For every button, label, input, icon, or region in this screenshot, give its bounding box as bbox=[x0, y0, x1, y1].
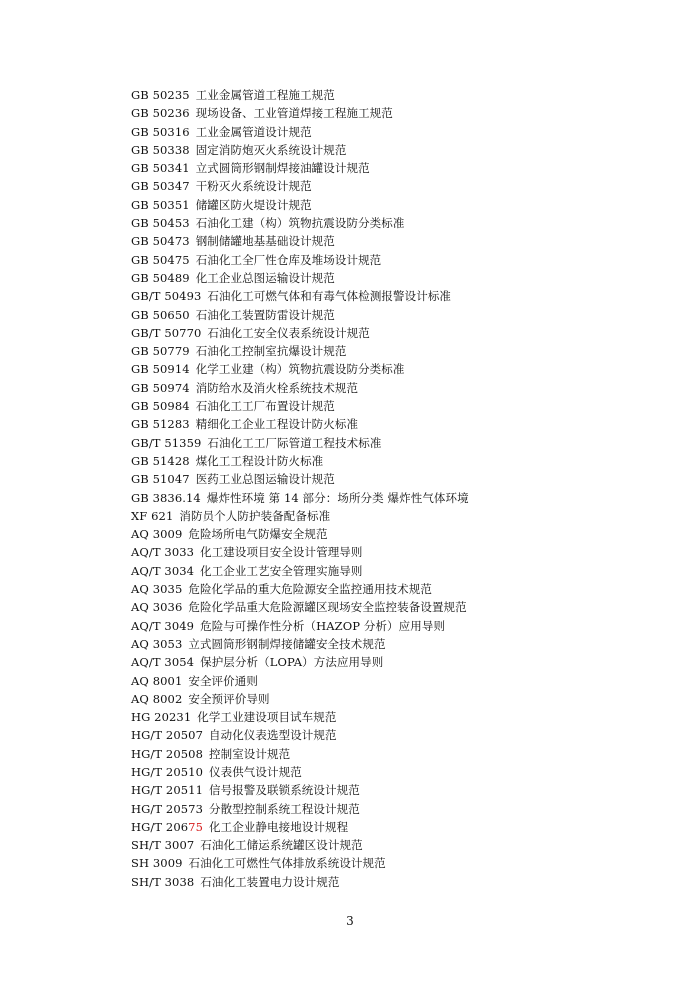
standard-title: 信号报警及联锁系统设计规范 bbox=[209, 783, 360, 798]
standard-code bbox=[131, 143, 190, 157]
standard-code bbox=[131, 509, 173, 523]
standard-code bbox=[131, 637, 182, 651]
standard-title: 立式圆筒形钢制焊接油罐设计规范 bbox=[195, 161, 370, 176]
standard-code-main: HG/T 206 bbox=[131, 819, 189, 834]
standard-code bbox=[131, 234, 190, 248]
standard-code-main: GB 50489 bbox=[131, 270, 190, 285]
standard-code bbox=[131, 545, 194, 559]
standard-title: 钢制储罐地基基础设计规范 bbox=[195, 234, 335, 249]
standard-code bbox=[131, 619, 194, 633]
standard-code-main: GB 50453 bbox=[131, 216, 190, 231]
standard-title: 危险场所电气防爆安全规范 bbox=[188, 527, 328, 542]
standard-title: 医药工业总图运输设计规范 bbox=[195, 472, 335, 487]
standard-code bbox=[131, 326, 201, 340]
standard-code bbox=[131, 820, 203, 834]
standard-code-main: GB 50316 bbox=[131, 124, 190, 139]
standard-title: 保护层分析（LOPA）方法应用导则 bbox=[200, 655, 384, 670]
standard-item bbox=[131, 690, 469, 708]
standard-code bbox=[131, 472, 190, 486]
standard-code-main: SH/T 3007 bbox=[131, 838, 195, 853]
standard-item bbox=[131, 598, 469, 616]
standard-item bbox=[131, 452, 469, 470]
standard-title: 化工企业总图运输设计规范 bbox=[195, 270, 335, 285]
standard-code bbox=[131, 179, 190, 193]
standard-code bbox=[131, 216, 190, 230]
standard-item bbox=[131, 251, 469, 269]
standard-code-main: GB/T 51359 bbox=[131, 435, 202, 450]
standard-title: 安全评价通则 bbox=[188, 673, 258, 688]
standard-item bbox=[131, 104, 469, 122]
standard-code-main: GB 51428 bbox=[131, 453, 190, 468]
standard-code-main: GB 50235 bbox=[131, 88, 190, 102]
standard-title: 危险与可操作性分析（HAZOP 分析）应用导则 bbox=[200, 618, 446, 633]
standard-code-main: AQ 3035 bbox=[131, 582, 183, 597]
standard-code bbox=[131, 436, 201, 450]
standard-title: 石油化工安全仪表系统设计规范 bbox=[207, 325, 370, 340]
standard-item bbox=[131, 141, 469, 159]
standard-code-main: GB 50473 bbox=[131, 234, 190, 249]
standard-title: 立式圆筒形钢制焊接储罐安全技术规范 bbox=[188, 636, 386, 651]
standard-code-main: HG/T 20508 bbox=[131, 746, 203, 761]
standard-title: 石油化工建（构）筑物抗震设防分类标准 bbox=[195, 216, 405, 231]
standard-title: 分散型控制系统工程设计规范 bbox=[209, 801, 360, 816]
standard-code bbox=[131, 600, 182, 614]
standard-code bbox=[131, 161, 190, 175]
standard-title: 化工企业工艺安全管理实施导则 bbox=[200, 563, 363, 578]
standard-item bbox=[131, 653, 469, 671]
standard-title: 现场设备、工业管道焊接工程施工规范 bbox=[195, 106, 393, 121]
page-number: 3 bbox=[346, 914, 354, 928]
standard-item bbox=[131, 232, 469, 250]
standard-code bbox=[131, 802, 203, 816]
standard-item bbox=[131, 562, 469, 580]
standard-code-main: GB 50347 bbox=[131, 179, 190, 194]
standard-title: 石油化工可燃性气体排放系统设计规范 bbox=[188, 856, 386, 871]
standard-code bbox=[131, 344, 190, 358]
standard-title: 石油化工可燃气体和有毒气体检测报警设计标准 bbox=[207, 289, 452, 304]
standard-item bbox=[131, 123, 469, 141]
standard-title: 爆炸性环境 第 14 部分：场所分类 爆炸性气体环境 bbox=[206, 490, 469, 505]
standard-code-main: HG/T 20511 bbox=[131, 783, 203, 798]
standard-title: 工业金属管道设计规范 bbox=[195, 124, 312, 139]
standard-title: 化学工业建设项目试车规范 bbox=[197, 710, 337, 725]
standard-title: 危险化学品重大危险源罐区现场安全监控装备设置规范 bbox=[188, 600, 467, 615]
standard-code-main: AQ/T 3033 bbox=[131, 545, 195, 560]
standard-title: 石油化工装置防雷设计规范 bbox=[195, 307, 335, 322]
standard-item bbox=[131, 86, 469, 104]
standard-code bbox=[131, 582, 182, 596]
standard-code bbox=[131, 875, 194, 889]
standard-code-highlight: 75 bbox=[188, 819, 204, 834]
standard-item bbox=[131, 434, 469, 452]
standard-item bbox=[131, 342, 469, 360]
standard-code bbox=[131, 454, 190, 468]
standard-title: 石油化工全厂性仓库及堆场设计规范 bbox=[195, 252, 382, 267]
standard-code bbox=[131, 655, 194, 669]
standard-code bbox=[131, 783, 203, 797]
standard-code bbox=[131, 253, 190, 267]
standard-title: 消防给水及消火栓系统技术规范 bbox=[195, 380, 359, 395]
standard-code bbox=[131, 491, 201, 505]
standard-code-main: GB 51047 bbox=[131, 472, 190, 487]
standards-list bbox=[131, 86, 469, 891]
standard-title: 石油化工工厂布置设计规范 bbox=[195, 399, 335, 414]
standard-code bbox=[131, 417, 190, 431]
standard-code-main: HG/T 20510 bbox=[131, 764, 203, 779]
standard-item bbox=[131, 415, 469, 433]
standard-code-main: GB 50974 bbox=[131, 380, 190, 395]
standard-item bbox=[131, 763, 469, 781]
standard-code bbox=[131, 838, 194, 852]
standard-code bbox=[131, 710, 191, 724]
standard-code-main: GB 3836.14 bbox=[131, 490, 201, 505]
standard-code-main: GB 50341 bbox=[131, 161, 190, 176]
standard-item bbox=[131, 635, 469, 653]
standard-item bbox=[131, 818, 469, 836]
standard-title: 仪表供气设计规范 bbox=[209, 764, 302, 779]
standard-title: 危险化学品的重大危险源安全监控通用技术规范 bbox=[188, 582, 432, 597]
standard-item bbox=[131, 269, 469, 287]
standard-code-main: GB 50779 bbox=[131, 344, 190, 359]
standard-code bbox=[131, 271, 190, 285]
standard-item bbox=[131, 360, 469, 378]
standard-code-main: GB 50914 bbox=[131, 362, 190, 377]
standard-code-main: XF 621 bbox=[131, 508, 174, 523]
standard-title: 控制室设计规范 bbox=[209, 746, 291, 761]
standard-code bbox=[131, 381, 190, 395]
standard-code-main: AQ/T 3034 bbox=[131, 563, 195, 578]
standard-item bbox=[131, 489, 469, 507]
standard-item bbox=[131, 781, 469, 799]
standard-code-main: GB 50984 bbox=[131, 399, 190, 414]
standard-item bbox=[131, 177, 469, 195]
standard-code-main: AQ 8001 bbox=[131, 673, 183, 688]
standard-title: 石油化工装置电力设计规范 bbox=[200, 874, 340, 889]
standard-code bbox=[131, 692, 182, 706]
standard-code-main: SH/T 3038 bbox=[131, 874, 195, 889]
standard-item bbox=[131, 708, 469, 726]
standard-item bbox=[131, 379, 469, 397]
standard-code bbox=[131, 289, 201, 303]
standard-code-main: AQ/T 3054 bbox=[131, 655, 195, 670]
standard-code-main: GB/T 50493 bbox=[131, 289, 202, 304]
standard-item bbox=[131, 159, 469, 177]
standard-title: 石油化工控制室抗爆设计规范 bbox=[195, 344, 347, 359]
standard-code-main: GB/T 50770 bbox=[131, 325, 202, 340]
standard-title: 石油化工储运系统罐区设计规范 bbox=[200, 838, 363, 853]
standard-code-main: AQ 3036 bbox=[131, 600, 183, 615]
standard-code bbox=[131, 674, 182, 688]
standard-title: 安全预评价导则 bbox=[188, 691, 270, 706]
standard-code bbox=[131, 728, 203, 742]
standard-item bbox=[131, 873, 469, 891]
standard-code bbox=[131, 106, 190, 120]
standard-item bbox=[131, 324, 469, 342]
standard-code-main: GB 50351 bbox=[131, 197, 190, 212]
standard-code-main: HG/T 20573 bbox=[131, 801, 203, 816]
standard-item bbox=[131, 580, 469, 598]
standard-item bbox=[131, 287, 469, 305]
standard-item bbox=[131, 543, 469, 561]
standard-code-main: GB 50338 bbox=[131, 142, 190, 157]
standard-code-main: SH 3009 bbox=[131, 856, 183, 871]
standard-title: 化工建设项目安全设计管理导则 bbox=[200, 545, 363, 560]
standard-item bbox=[131, 836, 469, 854]
standard-code-main: AQ 3009 bbox=[131, 527, 183, 542]
standard-code bbox=[131, 765, 203, 779]
standard-title: 化学工业建（构）筑物抗震设防分类标准 bbox=[195, 362, 405, 377]
standard-code-main: GB 50236 bbox=[131, 106, 190, 121]
standard-item bbox=[131, 726, 469, 744]
standard-code-main: AQ 3053 bbox=[131, 636, 183, 651]
standard-code-main: AQ 8002 bbox=[131, 691, 183, 706]
standard-title: 干粉灭火系统设计规范 bbox=[195, 179, 312, 194]
standard-code bbox=[131, 527, 182, 541]
standard-code bbox=[131, 564, 194, 578]
standard-item bbox=[131, 306, 469, 324]
standard-item bbox=[131, 617, 469, 635]
standard-code bbox=[131, 198, 190, 212]
standard-item bbox=[131, 800, 469, 818]
standard-code bbox=[131, 88, 190, 102]
standard-item bbox=[131, 470, 469, 488]
standard-title: 石油化工工厂际管道工程技术标准 bbox=[207, 435, 382, 450]
standard-code-main: GB 50650 bbox=[131, 307, 190, 322]
standard-code bbox=[131, 362, 190, 376]
standard-code bbox=[131, 399, 190, 413]
standard-code-main: HG 20231 bbox=[131, 710, 192, 725]
standard-code-main: HG/T 20507 bbox=[131, 728, 203, 743]
standard-code bbox=[131, 125, 190, 139]
standard-item bbox=[131, 214, 469, 232]
standard-title: 固定消防炮灭火系统设计规范 bbox=[195, 142, 347, 157]
standard-title: 自动化仪表选型设计规范 bbox=[209, 728, 337, 743]
standard-item bbox=[131, 672, 469, 690]
standard-title: 储罐区防火堤设计规范 bbox=[195, 197, 312, 212]
standard-code-main: GB 51283 bbox=[131, 417, 190, 432]
standard-item bbox=[131, 745, 469, 763]
standard-item bbox=[131, 525, 469, 543]
standard-code bbox=[131, 308, 190, 322]
standard-title: 精细化工企业工程设计防火标准 bbox=[195, 417, 359, 432]
standard-title: 工业金属管道工程施工规范 bbox=[195, 88, 335, 102]
standard-code-main: GB 50475 bbox=[131, 252, 190, 267]
standard-item bbox=[131, 397, 469, 415]
standard-item bbox=[131, 507, 469, 525]
standard-code bbox=[131, 856, 183, 870]
standard-item bbox=[131, 196, 469, 214]
standard-code bbox=[131, 747, 203, 761]
standard-title: 煤化工工程设计防火标准 bbox=[195, 453, 324, 468]
standard-title: 消防员个人防护装备配备标准 bbox=[179, 508, 331, 523]
standard-item bbox=[131, 854, 469, 872]
standard-code-main: AQ/T 3049 bbox=[131, 618, 195, 633]
standard-title: 化工企业静电接地设计规程 bbox=[209, 819, 349, 834]
